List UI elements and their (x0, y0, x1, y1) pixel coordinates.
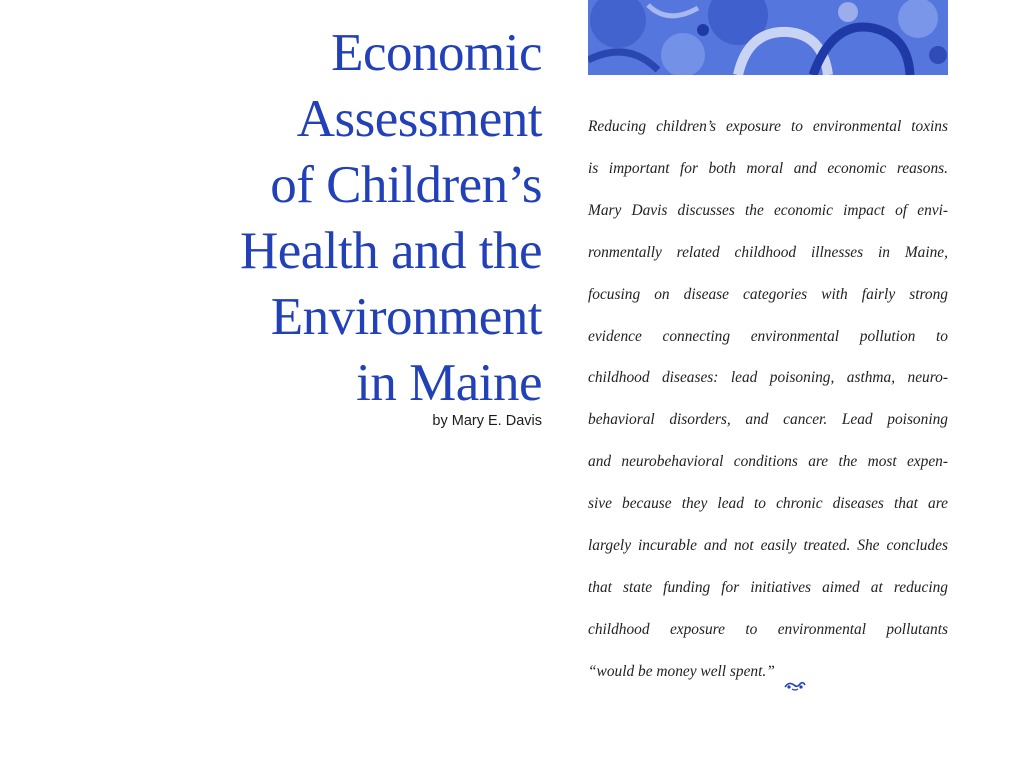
abstract-line: ronmentally related childhood illnesses in Maine, (588, 243, 948, 261)
article-abstract (588, 106, 948, 693)
abstract-line: childhood diseases: lead poisoning, asthma, neuro- (588, 369, 948, 387)
abstract-line: Reducing children’s exposure to environmental toxins (588, 118, 948, 135)
abstract-line: behavioral disorders, and cancer. Lead poisoning (588, 411, 948, 429)
title-line: in Maine (356, 354, 542, 412)
abstract-line: is important for both moral and economic reasons. (588, 159, 948, 177)
ornament-icon (783, 666, 807, 678)
abstract-line: largely incurable and not easily treated. She concludes (588, 537, 948, 555)
title-line: of Children’s (270, 156, 542, 214)
article-title (160, 20, 542, 416)
author-byline: by Mary E. Davis (432, 413, 542, 429)
abstract-line: evidence connecting environmental pollution to (588, 327, 948, 345)
abstract-line: focusing on disease categories with fairly strong (588, 285, 948, 303)
abstract-line: sive because they lead to chronic diseases that are (588, 495, 948, 513)
abstract-line: Mary Davis discusses the economic impact of envi- (588, 201, 948, 219)
title-line: Assessment (296, 90, 542, 148)
header-illustration (588, 0, 948, 75)
abstract-closing-text: “would be money well spent.” (588, 662, 775, 680)
title-line: Health and the (239, 222, 542, 280)
abstract-line: and neurobehavioral conditions are the most expen- (588, 453, 948, 471)
title-line: Environment (270, 288, 542, 346)
abstract-line: childhood exposure to environmental pollutants (588, 620, 948, 638)
title-line: Economic (331, 24, 542, 82)
abstract-line: that state funding for initiatives aimed at reducing (588, 578, 948, 596)
abstract-last-line (588, 651, 948, 693)
